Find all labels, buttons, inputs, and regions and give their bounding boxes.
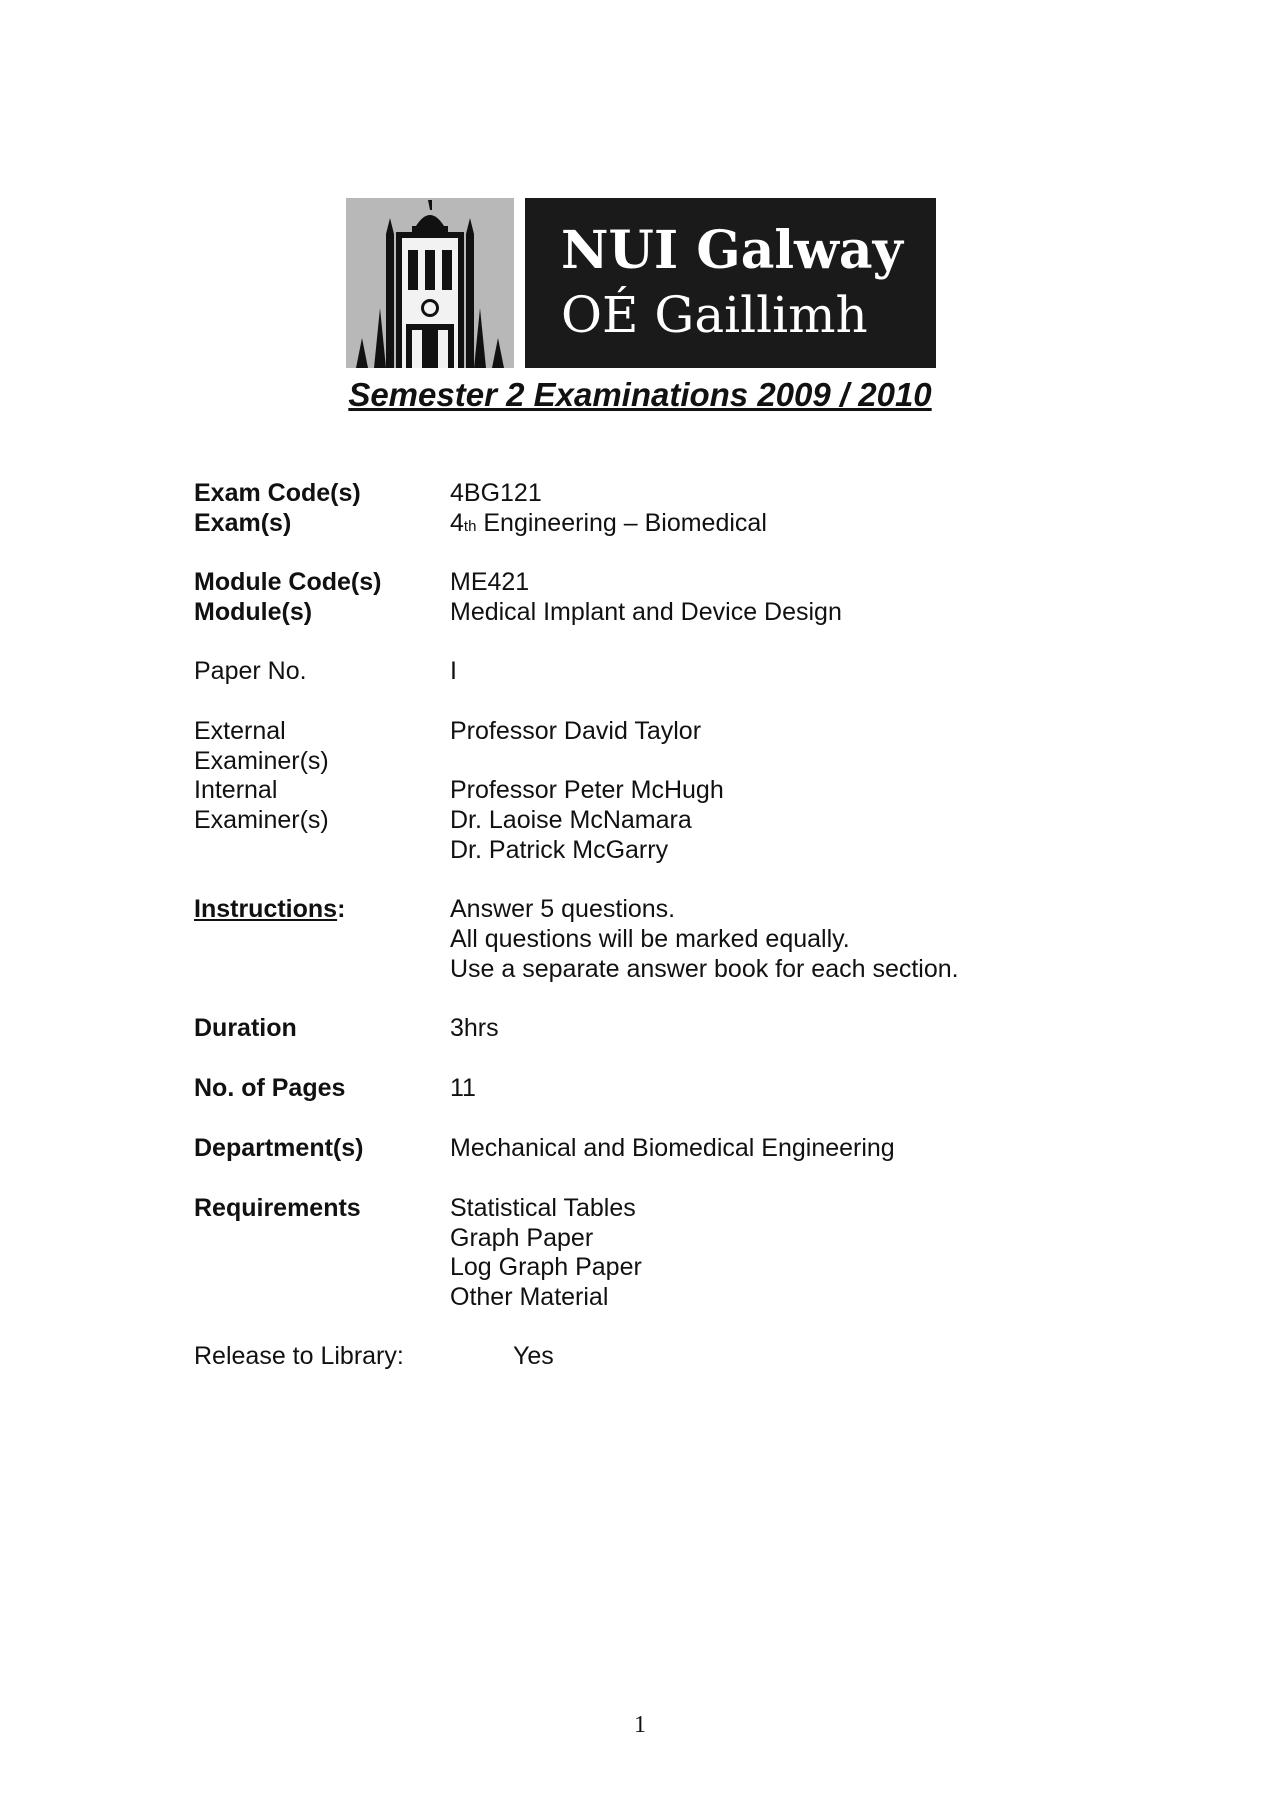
instructions-label <box>194 894 345 924</box>
requirement-4: Other Material <box>450 1283 609 1311</box>
exams-value-rest: Engineering – Biomedical <box>476 509 767 537</box>
university-tower-icon <box>346 198 514 368</box>
logo-text-block <box>525 198 936 368</box>
instruction-1: Answer 5 questions. <box>450 895 676 923</box>
modules-value: Medical Implant and Device Design <box>450 598 842 626</box>
module-codes-value: ME421 <box>450 568 530 596</box>
page-number: 1 <box>634 1712 646 1738</box>
exams-value-ordinal: th <box>463 518 477 535</box>
release-value: Yes <box>513 1342 554 1370</box>
requirement-1: Statistical Tables <box>450 1194 636 1222</box>
duration-value: 3hrs <box>450 1014 499 1042</box>
internal-label-line2: Examiner(s) <box>194 806 329 834</box>
exams-value-prefix: 4 <box>450 509 464 537</box>
exam-codes-value: 4BG121 <box>450 479 542 507</box>
paper-no-label: Paper No. <box>194 657 307 685</box>
release-label: Release to Library: <box>194 1342 404 1370</box>
paper-no-value: I <box>450 657 457 685</box>
internal-examiner-2: Dr. Laoise McNamara <box>450 806 692 834</box>
instruction-2: All questions will be marked equally. <box>450 925 850 953</box>
internal-examiner-3: Dr. Patrick McGarry <box>450 836 669 864</box>
requirement-3: Log Graph Paper <box>450 1253 642 1281</box>
instructions-label-text: Instructions <box>194 895 338 923</box>
departments-value: Mechanical and Biomedical Engineering <box>450 1134 895 1162</box>
exam-codes-label: Exam Code(s) <box>194 479 361 507</box>
module-codes-label: Module Code(s) <box>194 568 382 596</box>
page-title: Semester 2 Examinations 2009 / 2010 <box>348 376 932 413</box>
instructions-label-colon: : <box>337 895 346 923</box>
external-examiner-value: Professor David Taylor <box>450 717 702 745</box>
pages-label: No. of Pages <box>194 1074 346 1102</box>
instruction-3: Use a separate answer book for each section. <box>450 955 959 983</box>
requirements-label: Requirements <box>194 1194 361 1222</box>
duration-label: Duration <box>194 1014 297 1042</box>
university-logo <box>346 198 936 368</box>
exams-label: Exam(s) <box>194 509 292 537</box>
internal-label-line1: Internal <box>194 776 278 804</box>
external-label-line1: External <box>194 717 286 745</box>
departments-label: Department(s) <box>194 1134 364 1162</box>
pages-value: 11 <box>450 1074 476 1102</box>
exams-value <box>450 508 767 542</box>
logo-name-irish: OÉ Gaillimh <box>561 286 868 344</box>
logo-name-english: NUI Galway <box>561 220 903 281</box>
external-label-line2: Examiner(s) <box>194 747 329 775</box>
requirement-2: Graph Paper <box>450 1224 594 1252</box>
modules-label: Module(s) <box>194 598 313 626</box>
internal-examiner-1: Professor Peter McHugh <box>450 776 724 804</box>
